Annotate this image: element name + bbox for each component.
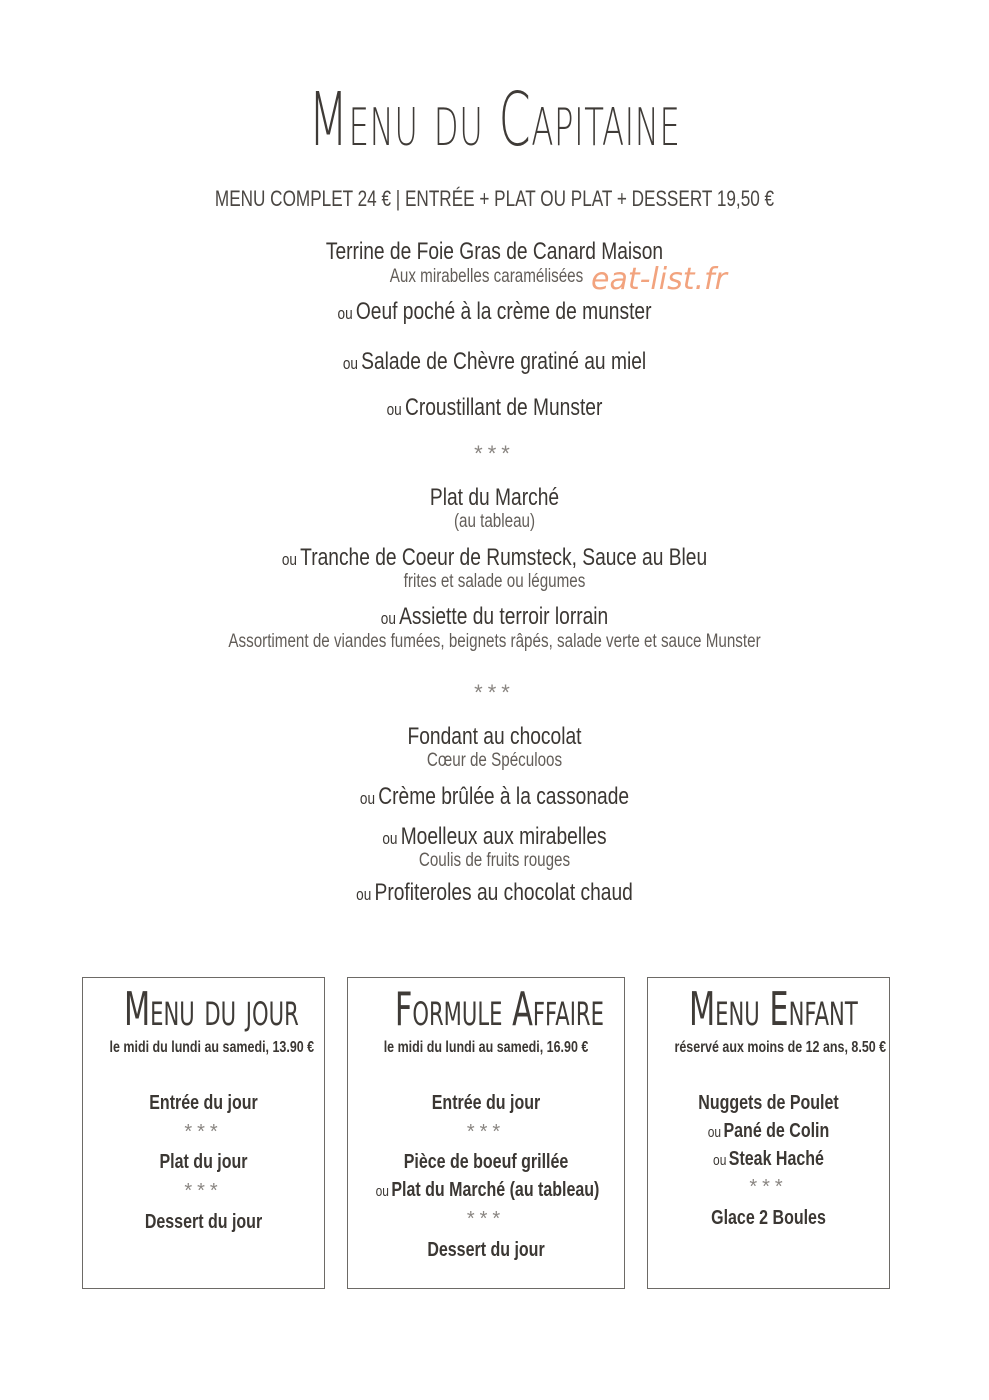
price-line: MENU COMPLET 24 € | ENTRÉE + PLAT OU PLAT + DESSERT 19,50 € [214, 186, 775, 211]
box-line: ou Steak Haché [713, 1148, 824, 1170]
plat-detail: (au tableau) [453, 511, 536, 532]
box-line: Entrée du jour [149, 1092, 258, 1114]
dessert-detail: Cœur de Spéculoos [426, 750, 563, 771]
box-title: Menu du jour [123, 982, 299, 1036]
or-label: ou [342, 354, 358, 373]
entree-detail: Aux mirabelles caramélisées [389, 266, 584, 287]
box-title: Formule Affaire [394, 982, 604, 1036]
separator: *** [466, 1121, 506, 1143]
separator: *** [474, 680, 515, 705]
dessert-item: ou Moelleux aux mirabelles [382, 823, 607, 850]
or-label: ou [707, 1124, 722, 1141]
or-label: ou [382, 829, 398, 848]
box-subtitle: réservé aux moins de 12 ans, 8.50 € [674, 1039, 887, 1056]
plat-detail: Assortiment de viandes fumées, beignets râpés, salade verte et sauce Munster [228, 631, 761, 652]
menu-title: Menu du Capitaine [308, 77, 681, 163]
box-title: Menu Enfant [688, 982, 858, 1036]
separator: *** [466, 1208, 506, 1230]
dessert-item: Fondant au chocolat [407, 723, 582, 750]
menu-enfant-box [647, 977, 890, 1289]
plat-item: ou Tranche de Coeur de Rumsteck, Sauce au Bleu [281, 544, 708, 571]
box-line: Pièce de boeuf grillée [403, 1151, 569, 1173]
plat-detail: frites et salade ou légumes [403, 571, 586, 592]
box-line: Entrée du jour [431, 1092, 541, 1114]
or-label: ou [386, 400, 402, 419]
dessert-item: ou Crème brûlée à la cassonade [359, 783, 630, 810]
or-label: ou [375, 1183, 389, 1200]
box-subtitle: le midi du lundi au samedi, 16.90 € [383, 1039, 589, 1056]
entree-item: Terrine de Foie Gras de Canard Maison [325, 238, 664, 265]
box-line: ou Plat du Marché (au tableau) [375, 1179, 600, 1201]
or-label: ou [281, 550, 297, 569]
or-label: ou [356, 885, 372, 904]
or-label: ou [380, 609, 396, 628]
box-line: ou Pané de Colin [707, 1120, 830, 1142]
entree-item: ou Oeuf poché à la crème de munster [337, 298, 652, 325]
or-label: ou [713, 1152, 727, 1169]
plat-item: Plat du Marché [429, 484, 560, 511]
separator: *** [184, 1121, 223, 1143]
or-label: ou [359, 789, 376, 808]
box-line: Nuggets de Poulet [698, 1092, 839, 1114]
separator: *** [749, 1176, 788, 1198]
dessert-detail: Coulis de fruits rouges [418, 850, 571, 871]
dessert-item: ou Profiteroles au chocolat chaud [356, 879, 633, 906]
separator: *** [474, 441, 515, 466]
entree-item: ou Salade de Chèvre gratiné au miel [342, 348, 647, 375]
menu-du-jour-box [82, 977, 325, 1289]
separator: *** [184, 1180, 223, 1202]
watermark: eat-list.fr [591, 262, 727, 297]
box-line: Dessert du jour [144, 1211, 263, 1233]
box-line: Glace 2 Boules [711, 1207, 826, 1229]
or-label: ou [337, 304, 353, 323]
box-line: Dessert du jour [427, 1239, 545, 1261]
plat-item: ou Assiette du terroir lorrain [380, 603, 609, 630]
box-line: Plat du jour [159, 1151, 248, 1173]
box-subtitle: le midi du lundi au samedi, 13.90 € [109, 1039, 315, 1056]
formule-affaire-box [347, 977, 625, 1289]
entree-item: ou Croustillant de Munster [386, 394, 603, 421]
